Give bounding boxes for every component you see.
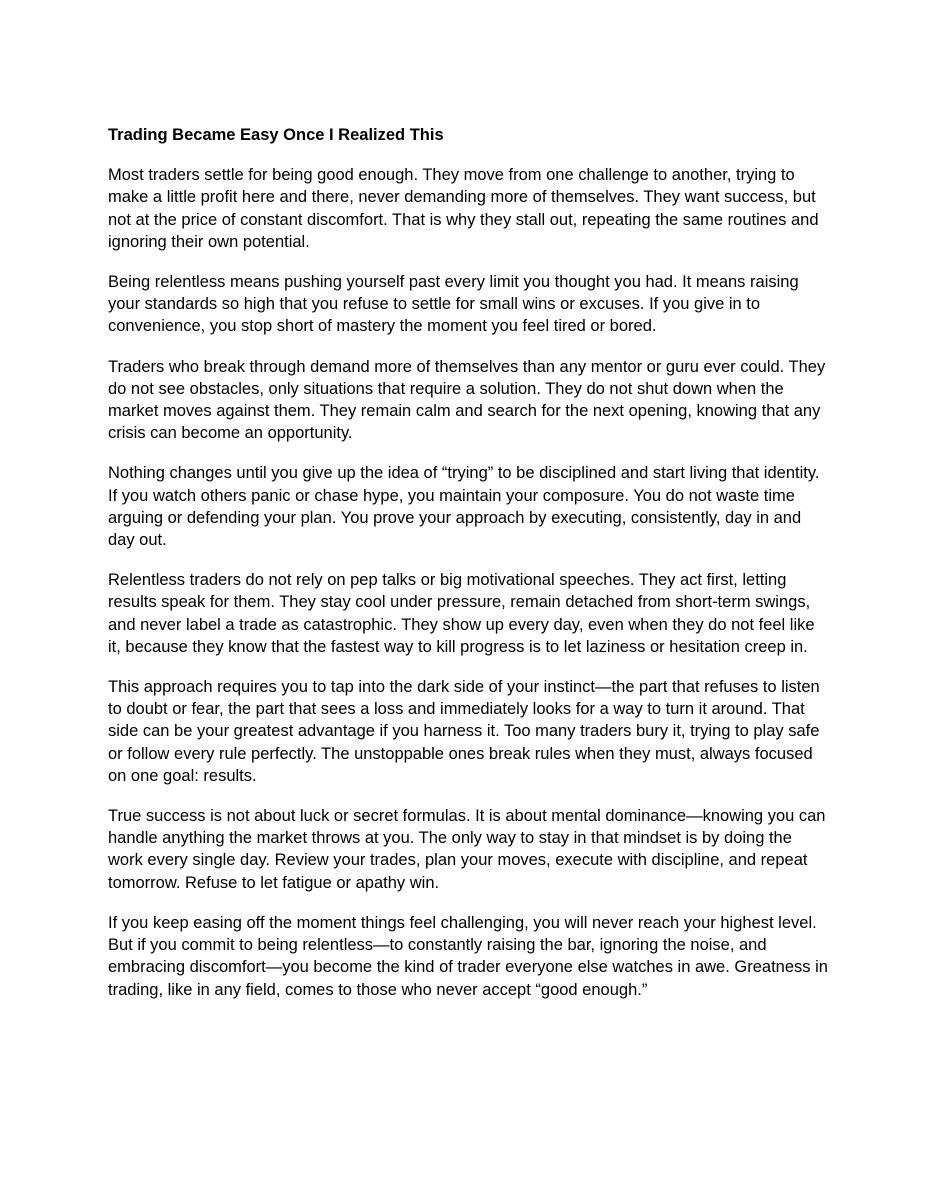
paragraph-3: Traders who break through demand more of themselves than any mentor or guru ever could. They do not see obstacles, only situations that require a solution. They do not shut down when the market moves against them. They remain calm and search for the next opening, knowing that any crisis can become an opportunity. <box>108 357 826 443</box>
paragraph-5: Relentless traders do not rely on pep talks or big motivational speeches. They act first, letting results speak for them. They stay cool under pressure, remain detached from short-term swings, and never label a trade as catastrophic. They show up every day, even when they do not feel like it, because they know that the fastest way to kill progress is to let laziness or hesitation creep in. <box>108 571 815 656</box>
paragraph-4: Nothing changes until you give up the idea of “trying” to be disciplined and start living that identity. If you watch others panic or chase hype, you maintain your composure. You do not waste time arguing or defending your plan. You prove your approach by executing, consistently, day in and day out. <box>108 464 820 550</box>
paragraph-2: Being relentless means pushing yourself past every limit you thought you had. It means raising your standards so high that you refuse to settle for small wins or excuses. If you give in to convenience, you stop short of mastery the moment you feel tired or bored. <box>108 273 799 336</box>
paragraph-8: If you keep easing off the moment things feel challenging, you will never reach your highest level. But if you commit to being relentless—to constantly raising the bar, ignoring the noise, and embracing discomfort—you become the kind of trader everyone else watches in awe. Greatness in trading, like in any field, comes to those who never accept “good enough.” <box>108 913 828 999</box>
document-title: Trading Became Easy Once I Realized This <box>108 126 444 144</box>
paragraph-7: True success is not about luck or secret formulas. It is about mental dominance—knowing you can handle anything the market throws at you. The only way to stay in that mindset is by doing the work every single day. Review your trades, plan your moves, execute with discipline, and repeat tomorrow. Refuse to let fatigue or apathy win. <box>108 807 826 892</box>
paragraph-1: Most traders settle for being good enough. They move from one challenge to another, trying to make a little profit here and there, never demanding more of themselves. They want success, but not at the price of constant discomfort. That is why they stall out, repeating the same routines and ignoring their own potential. <box>108 166 819 251</box>
paragraph-6: This approach requires you to tap into the dark side of your instinct—the part that refuses to listen to doubt or fear, the part that sees a loss and immediately looks for a way to turn it around. That side can be your greatest advantage if you harness it. Too many traders bury it, trying to play safe or follow every rule perfectly. The unstoppable ones break rules when they must, always focused on one goal: results. <box>108 678 820 785</box>
document-body <box>108 124 828 1019</box>
